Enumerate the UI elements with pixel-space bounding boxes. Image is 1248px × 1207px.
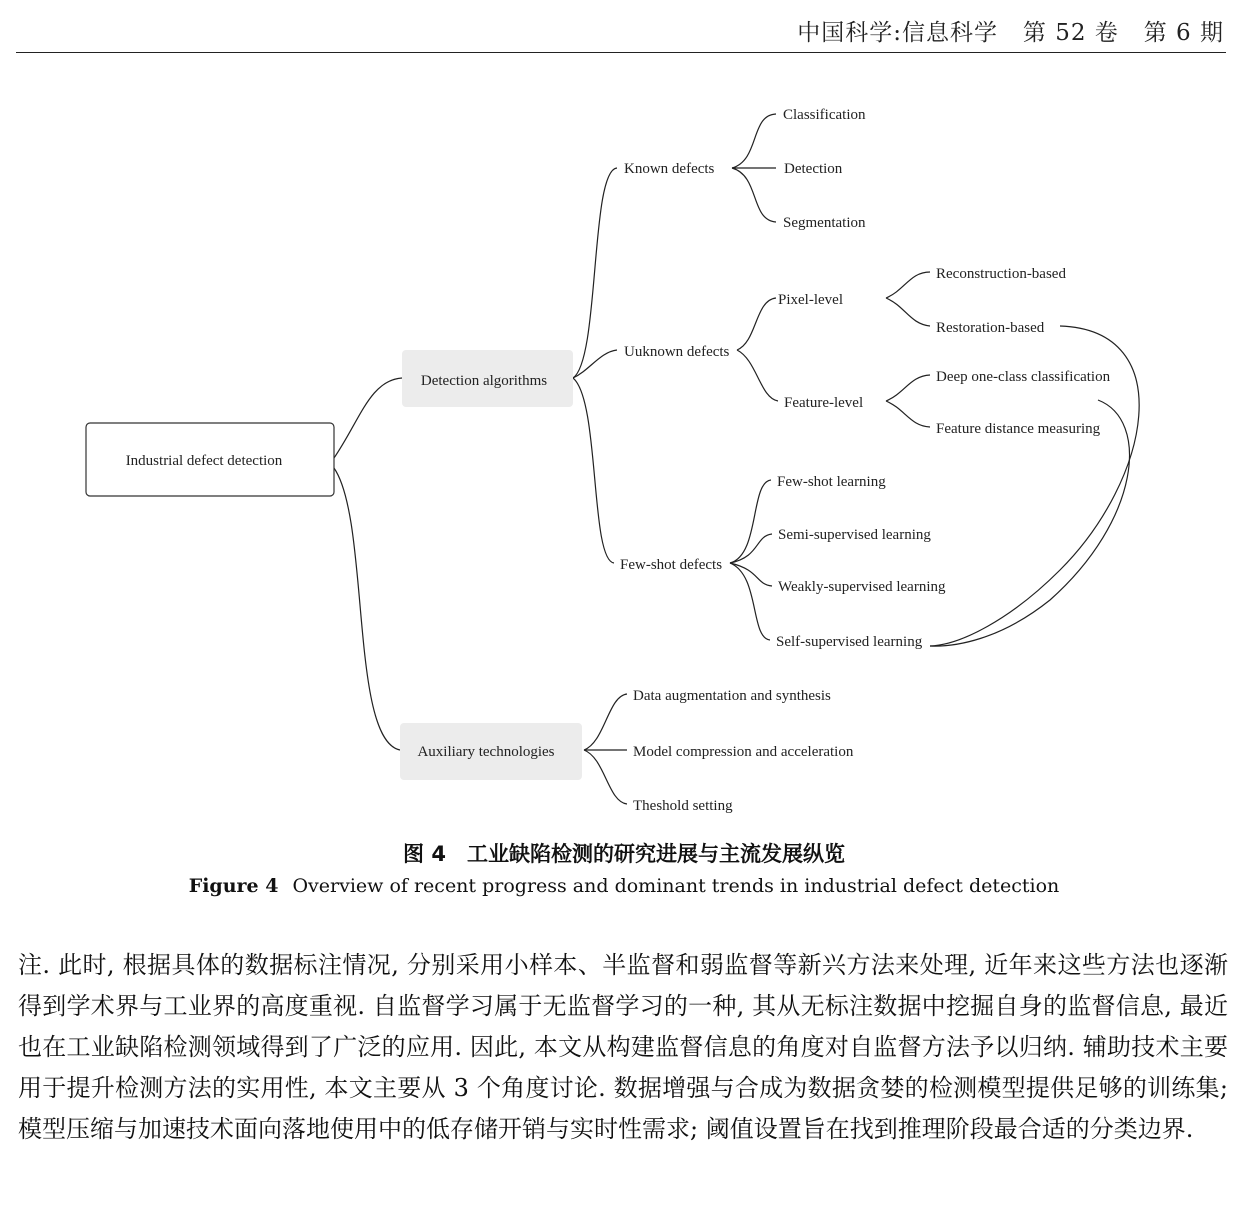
running-head bbox=[797, 14, 1224, 47]
auxiliary-technologies-label: Auxiliary technologies bbox=[417, 744, 555, 760]
header-rule bbox=[16, 52, 1226, 53]
edge-auxiliary-augmentation bbox=[584, 694, 627, 750]
mindmap-diagram bbox=[0, 60, 1248, 830]
pixel-level-label: Pixel-level bbox=[778, 292, 843, 308]
fewshot-child-semi: Semi-supervised learning bbox=[778, 527, 931, 543]
auxiliary-child-threshold: Theshold setting bbox=[633, 798, 733, 814]
feature-level-label: Feature-level bbox=[784, 395, 864, 411]
pixel-child-reconstruction: Reconstruction-based bbox=[936, 266, 1066, 282]
detection-algorithms-label: Detection algorithms bbox=[420, 373, 548, 389]
issue-number: 第 6 期 bbox=[1143, 20, 1224, 46]
edge-pixel-reconstruction bbox=[886, 272, 930, 298]
edge-feature-deepone bbox=[886, 375, 930, 401]
body-paragraph: 注. 此时, 根据具体的数据标注情况, 分别采用小样本、半监督和弱监督等新兴方法来处理, 近年来这些方法也逐渐得到学术界与工业界的高度重视. 自监督学习属于无监督学习的一种, 其从无标注数据中挖掘自身的监督信息, 最近也在工业缺陷检测领域得到了广泛的应用. 因此, 本文从构建监督信息的角度对自监督方法予以归纳. 辅助技术主要用于提升检测方法的实用性, 本文主要从 3 个角度讨论. 数据增强与合成为数据贪婪的检测模型提供足够的训练集; 模型压缩与加速技术面向落地使用中的低存储开销与实时性需求; 阈值设置旨在找到推理阶段最合适的分类边界. bbox=[18, 951, 1228, 1143]
figure-caption-text: Overview of recent progress and dominant trends in industrial defect detection bbox=[292, 875, 1060, 897]
fewshot-child-self: Self-supervised learning bbox=[776, 634, 923, 650]
feature-child-deep-one-class: Deep one-class classification bbox=[936, 369, 1111, 385]
auxiliary-child-augmentation: Data augmentation and synthesis bbox=[633, 688, 831, 704]
root-node-label: Industrial defect detection bbox=[125, 453, 283, 469]
edge-fewshot-semisupervised bbox=[730, 534, 772, 563]
figure-caption-label: Figure 4 bbox=[188, 875, 279, 897]
unknown-defects-label: Uuknown defects bbox=[624, 344, 730, 360]
fewshot-child-fewshot: Few-shot learning bbox=[777, 474, 886, 490]
edge-detection-fewshot bbox=[573, 378, 614, 563]
edge-known-classification bbox=[732, 114, 776, 168]
edge-root-detection bbox=[334, 378, 402, 458]
figure-caption-chinese: 图 4 工业缺陷检测的研究进展与主流发展纵览 bbox=[403, 842, 845, 866]
pixel-child-restoration: Restoration-based bbox=[936, 320, 1045, 336]
edge-unknown-feature bbox=[737, 350, 778, 401]
edge-unknown-pixel bbox=[737, 298, 776, 350]
fewshot-defects-label: Few-shot defects bbox=[620, 557, 723, 573]
edge-auxiliary-threshold bbox=[584, 750, 627, 804]
known-child-segmentation: Segmentation bbox=[783, 215, 866, 231]
fewshot-child-weakly: Weakly-supervised learning bbox=[778, 579, 946, 595]
volume-number: 第 52 卷 bbox=[1022, 20, 1119, 46]
known-defects-label: Known defects bbox=[624, 161, 715, 177]
edge-root-auxiliary bbox=[334, 468, 400, 750]
edge-fewshot-selfsupervised bbox=[730, 563, 770, 640]
journal-name: 中国科学:信息科学 bbox=[797, 20, 998, 46]
edge-fewshot-fewshotlearning bbox=[730, 480, 771, 563]
figure-mindmap bbox=[0, 60, 1248, 830]
edge-known-segmentation bbox=[732, 168, 776, 222]
known-child-classification: Classification bbox=[783, 107, 866, 123]
edge-detection-known bbox=[573, 168, 617, 378]
figure-caption-english bbox=[0, 875, 1248, 897]
edge-pixel-restoration bbox=[886, 298, 930, 326]
edge-feature-distance bbox=[886, 401, 930, 427]
feature-child-distance: Feature distance measuring bbox=[936, 421, 1101, 437]
known-child-detection: Detection bbox=[784, 161, 843, 177]
auxiliary-child-compression: Model compression and acceleration bbox=[633, 744, 854, 760]
edge-detection-unknown bbox=[573, 350, 617, 378]
